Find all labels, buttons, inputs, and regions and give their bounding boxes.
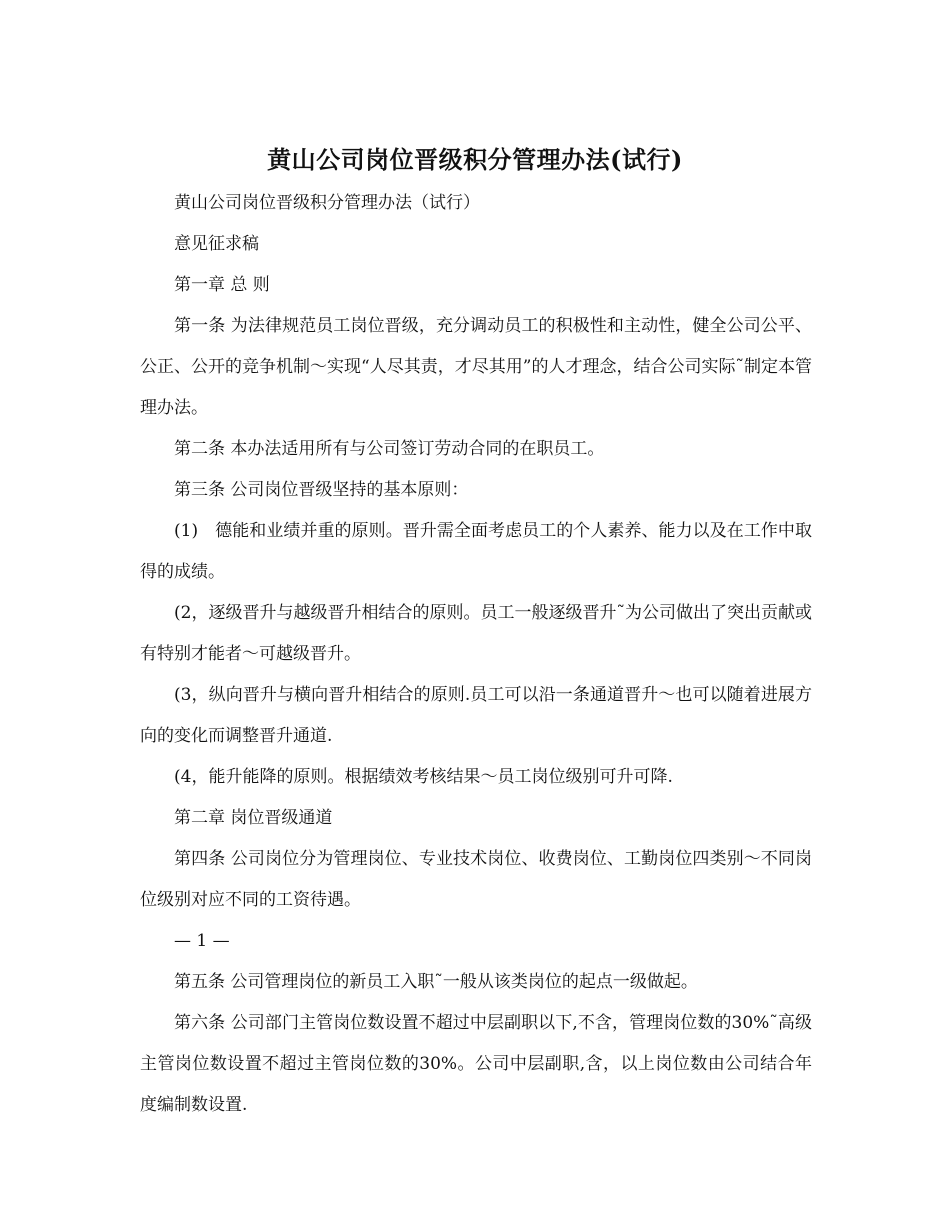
article-5: 第五条 公司管理岗位的新员工入职˜一般从该类岗位的起点一级做起。 [174, 972, 698, 992]
chapter-1-heading: 第一章 总 则 [174, 275, 270, 295]
paragraph-draft-note: 意见征求稿 [174, 234, 259, 254]
principle-2: (2，逐级晋升与越级晋升相结合的原则。员工一般逐级晋升˜为公司做出了突出贡献或有特别才能者～可越级晋升。 [140, 603, 812, 664]
article-3: 第三条 公司岗位晋级坚持的基本原则： [174, 480, 469, 500]
article-2: 第二条 本办法适用所有与公司签订劳动合同的在职员工。 [174, 439, 605, 459]
page-number: — 1 — [174, 931, 230, 951]
chapter-2-heading: 第二章 岗位晋级通道 [174, 808, 333, 828]
article-4: 第四条 公司岗位分为管理岗位、专业技术岗位、收费岗位、工勤岗位四类别～不同岗位级别对应不同的工资待遇。 [140, 849, 812, 910]
principle-4: (4，能升能降的原则。根据绩效考核结果～员工岗位级别可升可降. [174, 767, 673, 787]
article-6: 第六条 公司部门主管岗位数设置不超过中层副职以下,不含，管理岗位数的30%˜高级主管岗位数设置不超过主管岗位数的30%。公司中层副职,含，以上岗位数由公司结合年度编制数设置. [140, 1013, 812, 1115]
article-1: 第一条 为法律规范员工岗位晋级，充分调动员工的积极性和主动性，健全公司公平、公正、公开的竞争机制～实现“人尽其责，才尽其用”的人才理念，结合公司实际˜制定本管理办法。 [140, 316, 812, 418]
principle-1: (1) 德能和业绩并重的原则。晋升需全面考虑员工的个人素养、能力以及在工作中取得的成绩。 [140, 521, 812, 582]
principle-3: (3，纵向晋升与横向晋升相结合的原则.员工可以沿一条通道晋升～也可以随着进展方向的变化而调整晋升通道. [140, 685, 812, 746]
document-title: 黄山公司岗位晋级积分管理办法(试行) [267, 145, 683, 174]
document-body [140, 183, 812, 1126]
paragraph-subtitle: 黄山公司岗位晋级积分管理办法（试行） [174, 193, 480, 213]
